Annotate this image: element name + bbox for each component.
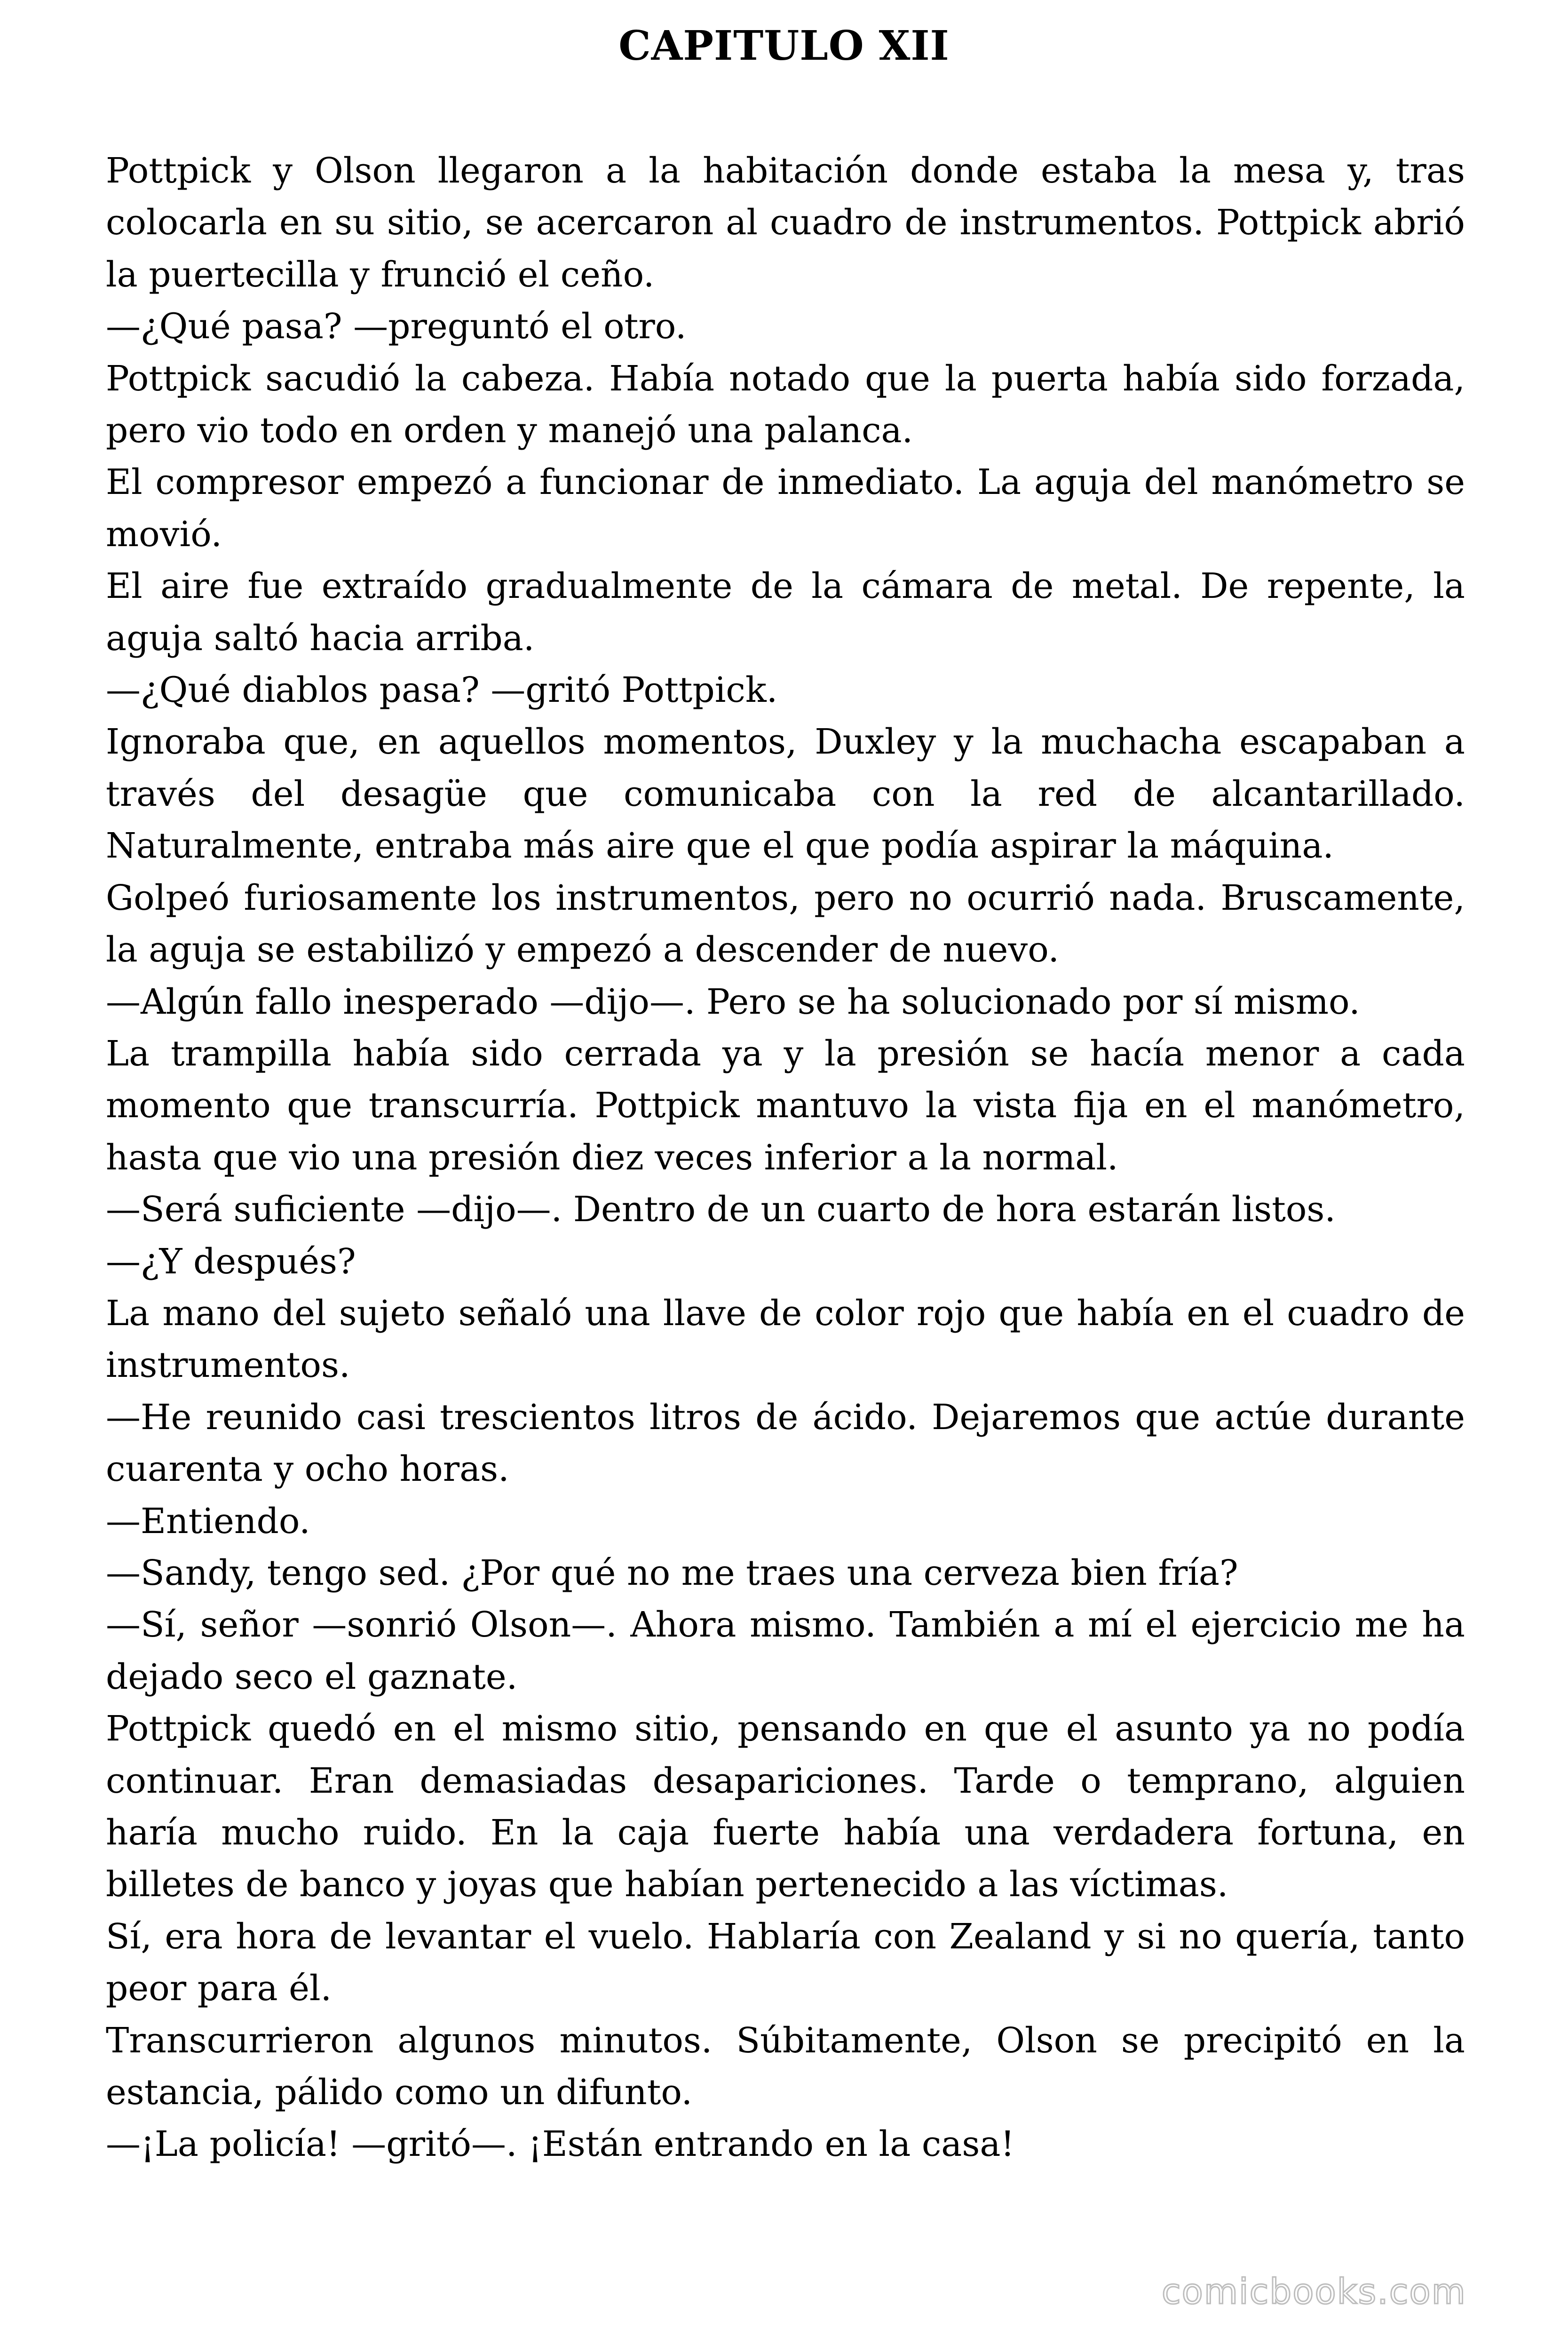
- paragraph: —¿Y después?: [106, 1241, 356, 1282]
- paragraph: El compresor empezó a funcionar de inmediato. La aguja del manómetro se movió.: [106, 462, 1465, 555]
- paragraph: Pottpick y Olson llegaron a la habitación donde estaba la mesa y, tras colocarla en su sitio, se acercaron al cuadro de instrumentos. Pottpick abrió la puertecilla y frunció el ceño.: [106, 151, 1465, 295]
- paragraph: Pottpick sacudió la cabeza. Había notado que la puerta había sido forzada, pero vio todo en orden y manejó una palanca.: [106, 358, 1465, 451]
- paragraph: El aire fue extraído gradualmente de la cámara de metal. De repente, la aguja saltó hacia arriba.: [106, 566, 1465, 659]
- paragraph: —¡La policía! —gritó—. ¡Están entrando en la casa!: [106, 2124, 1015, 2165]
- paragraph: —Entiendo.: [106, 1501, 310, 1542]
- paragraph: Sí, era hora de levantar el vuelo. Hablaría con Zealand y si no quería, tanto peor para él.: [106, 1916, 1465, 2009]
- paragraph: —Sí, señor —sonrió Olson—. Ahora mismo. También a mí el ejercicio me ha dejado seco el gaznate.: [106, 1605, 1465, 1697]
- paragraph: Pottpick quedó en el mismo sitio, pensando en que el asunto ya no podía continuar. Eran demasiadas desapariciones. Tarde o temprano, alguien haría mucho ruido. En la caja fuerte había una verdadera fortuna, en billetes de banco y joyas que habían pertenecido a las víctimas.: [106, 1708, 1465, 1905]
- paragraph: La mano del sujeto señaló una llave de color rojo que había en el cuadro de instrumentos.: [106, 1293, 1465, 1386]
- paragraph: Transcurrieron algunos minutos. Súbitamente, Olson se precipitó en la estancia, pálido como un difunto.: [106, 2020, 1465, 2113]
- paragraph: —He reunido casi trescientos litros de ácido. Dejaremos que actúe durante cuarenta y ocho horas.: [106, 1397, 1465, 1490]
- paragraph: —¿Qué pasa? —preguntó el otro.: [106, 306, 687, 347]
- paragraph: —Será suficiente —dijo—. Dentro de un cuarto de hora estarán listos.: [106, 1189, 1336, 1230]
- paragraph: Ignoraba que, en aquellos momentos, Duxley y la muchacha escapaban a través del desagüe que comunicaba con la red de alcantarillado. Naturalmente, entraba más aire que el que podía aspirar la máquina.: [106, 722, 1465, 866]
- paragraph: Golpeó furiosamente los instrumentos, pero no ocurrió nada. Bruscamente, la aguja se estabilizó y empezó a descender de nuevo.: [106, 877, 1465, 970]
- chapter-body: [106, 145, 1465, 2170]
- watermark: comicbooks.com: [1162, 2272, 1466, 2312]
- chapter-title: CAPITULO XII: [618, 22, 950, 70]
- paragraph: —Algún fallo inesperado —dijo—. Pero se ha solucionado por sí mismo.: [106, 981, 1360, 1022]
- paragraph: La trampilla había sido cerrada ya y la presión se hacía menor a cada momento que transcurría. Pottpick mantuvo la vista fija en el manómetro, hasta que vio una presión diez veces inferior a la normal.: [106, 1033, 1465, 1178]
- paragraph: —Sandy, tengo sed. ¿Por qué no me traes una cerveza bien fría?: [106, 1552, 1238, 1593]
- paragraph: —¿Qué diablos pasa? —gritó Pottpick.: [106, 670, 778, 711]
